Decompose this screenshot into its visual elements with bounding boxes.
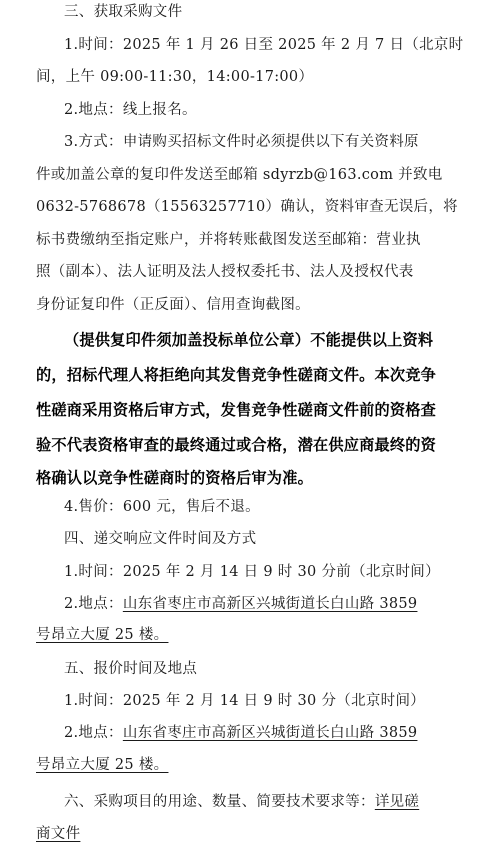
bold-notice-line4: 验不代表资格审查的最终通过或合格，潜在供应商最终的资 xyxy=(36,436,437,454)
section-6-text: 六、采购项目的用途、数量、简要技术要求等： xyxy=(64,794,375,810)
s4-address-line2: 号昂立大厦 25 楼。 xyxy=(36,627,169,643)
s5-item1: 1.时间：2025 年 2 月 14 日 9 时 30 分（北京时间） xyxy=(64,693,426,709)
s3-item3-line5: 照（副本）、法人证明及法人授权委托书、法人及授权代表 xyxy=(36,264,414,280)
s5-address-line1: 山东省枣庄市高新区兴城街道长白山路 3859 xyxy=(122,725,418,741)
s3-item1-line2: 间，上午 09:00-11:30，14:00-17:00） xyxy=(36,69,314,85)
bold-notice-line3: 性磋商采用资格后审方式，发售竞争性磋商文件前的资格查 xyxy=(36,401,437,419)
section-6-line1 xyxy=(64,792,497,812)
s4-address-line1: 山东省枣庄市高新区兴城街道长白山路 3859 xyxy=(122,596,418,612)
s3-item2: 2.地点：线上报名。 xyxy=(64,102,197,118)
s4-item1: 1.时间：2025 年 2 月 14 日 9 时 30 分前（北京时间） xyxy=(64,564,440,580)
bold-notice-line2: 的，招标代理人将拒绝向其发售竞争性磋商文件。本次竞争 xyxy=(36,366,437,384)
s3-item3-line1: 3.方式：申请购买招标文件时必须提供以下有关资料原 xyxy=(64,134,419,150)
s5-item2-prefix: 2.地点： xyxy=(64,725,123,741)
section-3-heading: 三、获取采购文件 xyxy=(64,4,183,20)
s4-item2-line1 xyxy=(64,594,497,614)
s4-item2-prefix: 2.地点： xyxy=(64,596,123,612)
s3-item3-line3: 0632-5768678（15563257710）确认，资料审查无误后，将 xyxy=(36,199,458,215)
bold-notice-line1: （提供复印件须加盖投标单位公章）不能提供以上资料 xyxy=(64,331,434,349)
bold-notice-line5: 格确认以竞争性磋商时的资格后审为准。 xyxy=(36,469,313,487)
s3-item3-line4: 标书费缴纳至指定账户，并将转账截图发送至邮箱：营业执 xyxy=(36,232,421,248)
s3-item3-line6: 身份证复印件（正反面）、信用查询截图。 xyxy=(36,297,310,313)
section-4-heading: 四、递交响应文件时间及方式 xyxy=(64,531,257,547)
s5-address-line2: 号昂立大厦 25 楼。 xyxy=(36,757,169,773)
s5-item2-line1 xyxy=(64,723,497,743)
section-6-reference-line2: 商文件 xyxy=(36,826,81,842)
section-5-heading: 五、报价时间及地点 xyxy=(64,661,198,677)
section-6-reference-line1: 详见磋 xyxy=(374,794,420,810)
s3-item3-line2: 件或加盖公章的复印件发送至邮箱 sdyrzb@163.com 并致电 xyxy=(36,167,443,183)
s3-item4: 4.售价：600 元，售后不退。 xyxy=(64,499,260,515)
s3-item1-line1: 1.时间：2025 年 1 月 26 日至 2025 年 2 月 7 日（北京时 xyxy=(64,37,464,53)
